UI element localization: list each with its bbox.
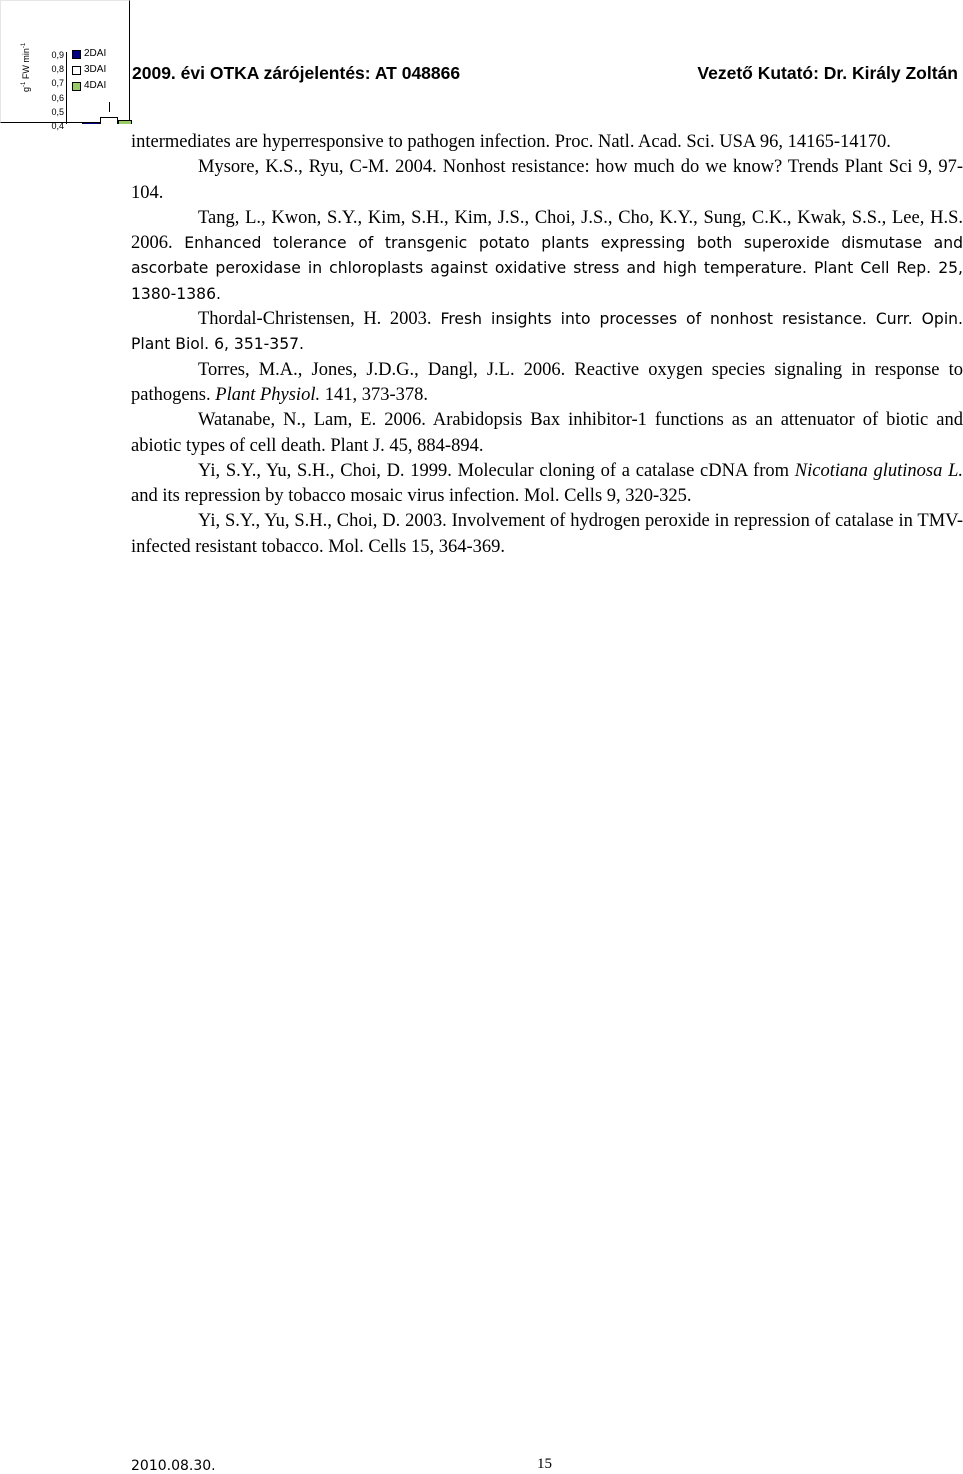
legend-item-3dai (72, 62, 106, 78)
legend-label: 3DAI (84, 64, 107, 75)
chart-bar (82, 122, 100, 124)
y-tick-label: 0,5 (51, 106, 64, 117)
legend-swatch (72, 82, 81, 91)
reference-entry: intermediates are hyperresponsive to pathogen infection. Proc. Natl. Acad. Sci. USA 96, 14165-14170. (131, 132, 891, 152)
chart-fragment (0, 0, 132, 131)
y-tick-label: 0,4 (51, 120, 64, 131)
legend-swatch (72, 66, 81, 75)
reference-entry: Tang, L., Kwon, S.Y., Kim, S.H., Kim, J.S., Choi, J.S., Cho, K.Y., Sung, C.K., Kwak, S.S., Lee, H.S. 2006. Enhanced tolerance of transgenic potato plants expressing both superoxide dismutase and ascorbate peroxidase in chloroplasts against oxidative stress and high temperature. Plant Cell Rep. 25, 1380-1386. (131, 207, 963, 303)
reference-entry: Torres, M.A., Jones, J.D.G., Dangl, J.L. 2006. Reactive oxygen species signaling in response to pathogens. Plant Physiol. 141, 373-378. (131, 359, 963, 405)
footer-date: 2010.08.30. (131, 1458, 216, 1474)
y-tick-label: 0,9 (51, 50, 64, 60)
reference-entry: Mysore, K.S., Ryu, C-M. 2004. Nonhost resistance: how much do we know? Trends Plant Sci 9, 97-104. (131, 157, 963, 203)
y-tick-label: 0,6 (51, 92, 64, 103)
header-principal-investigator: Vezető Kutató: Dr. Király Zoltán (697, 63, 958, 83)
page-number: 15 (537, 1456, 552, 1472)
chart-y-axis (66, 52, 67, 124)
chart-y-ticks (42, 48, 64, 133)
legend-item-2dai (72, 46, 106, 62)
legend-item-4dai (72, 78, 106, 94)
reference-entry: Watanabe, N., Lam, E. 2006. Arabidopsis Bax inhibitor-1 functions as an attenuator of biotic and abiotic types of cell death. Plant J. 45, 884-894. (131, 410, 963, 456)
chart-error-bar (109, 102, 110, 112)
header-report-title: 2009. évi OTKA zárójelentés: AT 048866 (132, 63, 461, 83)
legend-label: 2DAI (84, 48, 107, 59)
legend-label: 4DAI (84, 80, 107, 91)
references-list (131, 130, 963, 560)
reference-entry: Thordal-Christensen, H. 2003. Fresh insights into processes of nonhost resistance. Curr. Opin. Plant Biol. 6, 351-357. (131, 309, 963, 354)
chart-y-axis-label: $g^{-1}$ FW $\min^{-1}$ (21, 42, 31, 92)
y-tick-label: 0,8 (51, 64, 64, 75)
legend-swatch (72, 50, 81, 59)
chart-legend (72, 46, 106, 94)
chart-bar (118, 120, 132, 124)
y-tick-label: 0,7 (51, 78, 64, 89)
reference-entry: Yi, S.Y., Yu, S.H., Choi, D. 1999. Molecular cloning of a catalase cDNA from Nicotiana glutinosa L. and its repression by tobacco mosaic virus infection. Mol. Cells 9, 320-325. (131, 460, 963, 507)
reference-entry: Yi, S.Y., Yu, S.H., Choi, D. 2003. Involvement of hydrogen peroxide in repression of catalase in TMV-infected resistant tobacco. Mol. Cells 15, 364-369. (131, 511, 963, 557)
chart-bar (100, 117, 118, 124)
chart-frame (0, 0, 130, 123)
